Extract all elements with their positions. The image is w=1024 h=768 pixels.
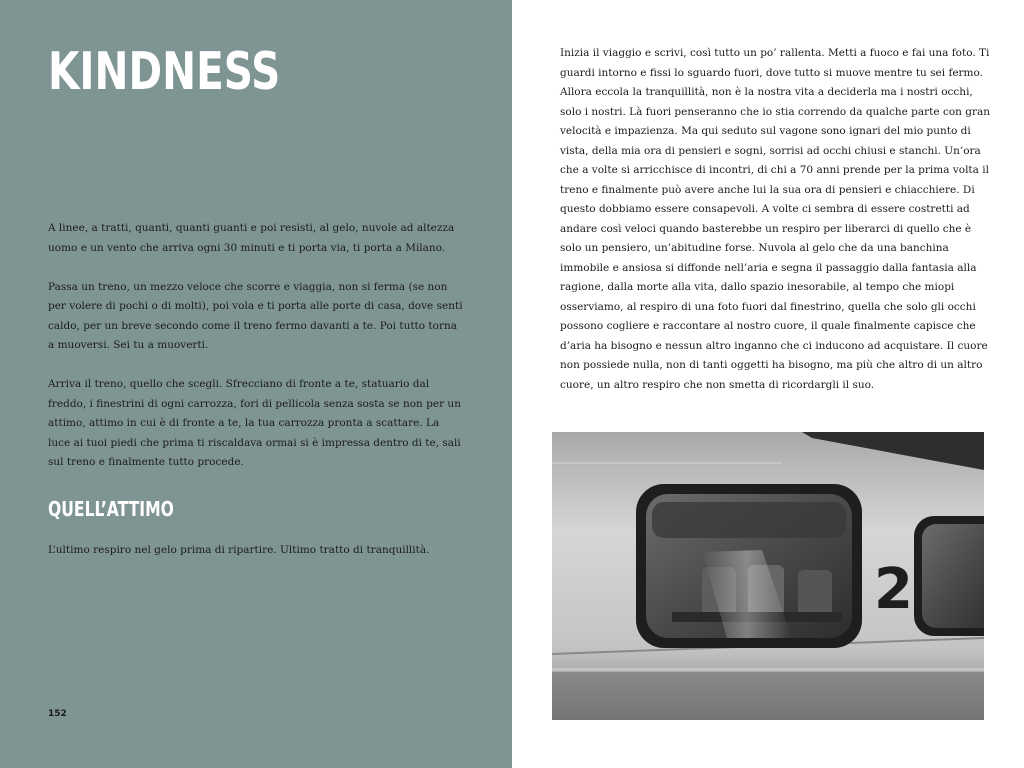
paragraph: Passa un treno, un mezzo veloce che scorre e viaggia, non si ferma (se non per volere di pochi o di molti), poi vola e ti porta alle porte di casa, dove senti caldo, per un breve secondo come il treno fermo davanti a te. Poi tutto torna a muoversi. Sei tu a muoverti. [48,280,463,351]
right-page [512,0,1024,768]
section-quote: L’ultimo respiro nel gelo prima di ripartire. Ultimo tratto di tranquillità. [48,544,430,556]
right-body-text: Inizia il viaggio e scrivi, così tutto un po’ rallenta. Metti a fuoco e fai una foto. Ti guardi intorno e fissi lo sguardo fuori, dove tutto si muove mentre tu sei fermo. Allora eccola la tranquillità, non è la nostra vita a deciderla ma i nostri occhi, solo i nostri. Là fuori penseranno che io stia correndo da qualche parte con gran velocità e impazienza. Ma qui seduto sul vagone sono ignari del mio punto di vista, della mia ora di pensieri e sogni, sorrisi ad occhi chiusi e stanchi. Un’ora che a volte si arricchisce di incontri, di chi a 70 anni prende per la prima volta il treno e finalmente può avere anche lui la sua ora di pensieri e chiacchiere. Di questo dobbiamo essere consapevoli. A volte ci sembra di essere costretti ad andare così veloci quando basterebbe un respiro per liberarci di quello che è solo un pensiero, un’abitudine forse. Nuvola al gelo che da una banchina immobile e ansiosa si diffonde nell’aria e segna il passaggio dalla fantasia alla ragione, dalla morte alla vita, dallo spazio inesorabile, al tempo che miopi osserviamo, al respiro di una foto fuori dal finestrino, quella che solo gli occhi possono cogliere e raccontare al nostro cuore, il quale finalmente capisce che d’aria ha bisogno e nessun altro inganno che ci inducono ad acquistare. Il cuore non possiede nulla, non di tanti oggetti ha bisogno, ma più che altro di un altro cuore, un altro respiro che non smetta di ricordargli il suo. [560,47,991,391]
page-title: KINDNESS [48,42,281,102]
carriage-number: 2 [874,557,913,622]
left-body-text [48,219,464,492]
paragraph: A linee, a tratti, quanti, quanti guanti e poi resisti, al gelo, nuvole ad altezza uomo e un vento che arriva ogni 30 minuti e ti porta via, ti porta a Milano. [48,222,455,254]
section-subtitle: QUELL’ATTIMO [48,497,174,521]
paragraph: Arriva il treno, quello che scegli. Sfrecciano di fronte a te, statuario dal freddo, i finestrini di ogni carrozza, fori di pellicola senza sosta se non per un attimo, attimo in cui è di fronte a te, la tua carrozza pronta a scattare. La luce ai tuoi piedi che prima ti riscaldava ormai si è impressa dentro di te, sali sul treno e finalmente tutto procede. [48,378,461,468]
train-photo-illustration [552,432,984,720]
train-photo [552,432,984,720]
page-number: 152 [48,709,67,719]
